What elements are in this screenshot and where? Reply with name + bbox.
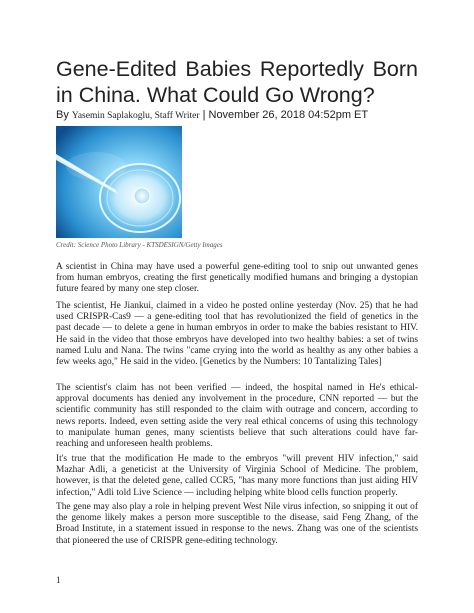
paragraph-1: A scientist in China may have used a powerful gene-editing tool to snip out unwanted genes from human embryos, creating the first genetically modified humans and bringing a dystopian future feared by many one step closer.	[56, 262, 418, 295]
paragraph-4: It's true that the modification He made to the embryos "will prevent HIV infection," said Mazhar Adli, a geneticist at the University of Virginia School of Medicine. The problem, however, is that the deleted gene, called CCR5, "has many more functions than just aiding HIV infection," Adli told Live Science — including helping white blood cells function properly.	[56, 454, 418, 498]
paragraph-5: The gene may also play a role in helping prevent West Nile virus infection, so snipping it out of the genome likely makes a person more susceptible to the disease, said Feng Zhang, of the Broad Institute, in a statement issued in response to the news. Zhang was one of the scientists that pioneered the use of CRISPR gene-editing technology.	[56, 502, 418, 546]
embryo-microinjection-photo-icon	[56, 126, 182, 238]
byline	[56, 108, 426, 123]
photo-credit: Credit: Science Photo Library - KTSDESIGN/Getty Images	[56, 241, 223, 249]
byline-separator: |	[202, 109, 206, 121]
byline-date: November 26, 2018 04:52pm ET	[208, 109, 369, 121]
page-number: 1	[56, 575, 61, 585]
paragraph-3: The scientist's claim has not been verified — indeed, the hospital named in He's ethical-approval documents has denied any involvement in the procedure, CNN reported — but the scientific community has still responded to the claim with outrage and concern, according to news reports. Indeed, even setting aside the very real ethical concerns of using this technology to manipulate human genes, many scientists believe that such alterations could have far-reaching and unforeseen health problems.	[56, 383, 418, 450]
byline-author: Yasemin Saplakoglu, Staff Writer	[71, 111, 200, 121]
article-title: Gene-Edited Babies Reportedly Born in China. What Could Go Wrong?	[56, 57, 418, 107]
paragraph-2: The scientist, He Jiankui, claimed in a video he posted online yesterday (Nov. 25) that he had used CRISPR-Cas9 — a gene-editing tool that has revolutionized the field of genetics in the past decade — to delete a gene in human embryos in order to make the babies resistant to HIV. He said in the video that those embryos have developed into two healthy babies: a set of twins named Lulu and Nana. The twins "came crying into the world as healthy as any other babies a few weeks ago," He said in the video. [Genetics by the Numbers: 10 Tantalizing Tales]	[56, 301, 418, 368]
byline-by: By	[56, 109, 69, 121]
